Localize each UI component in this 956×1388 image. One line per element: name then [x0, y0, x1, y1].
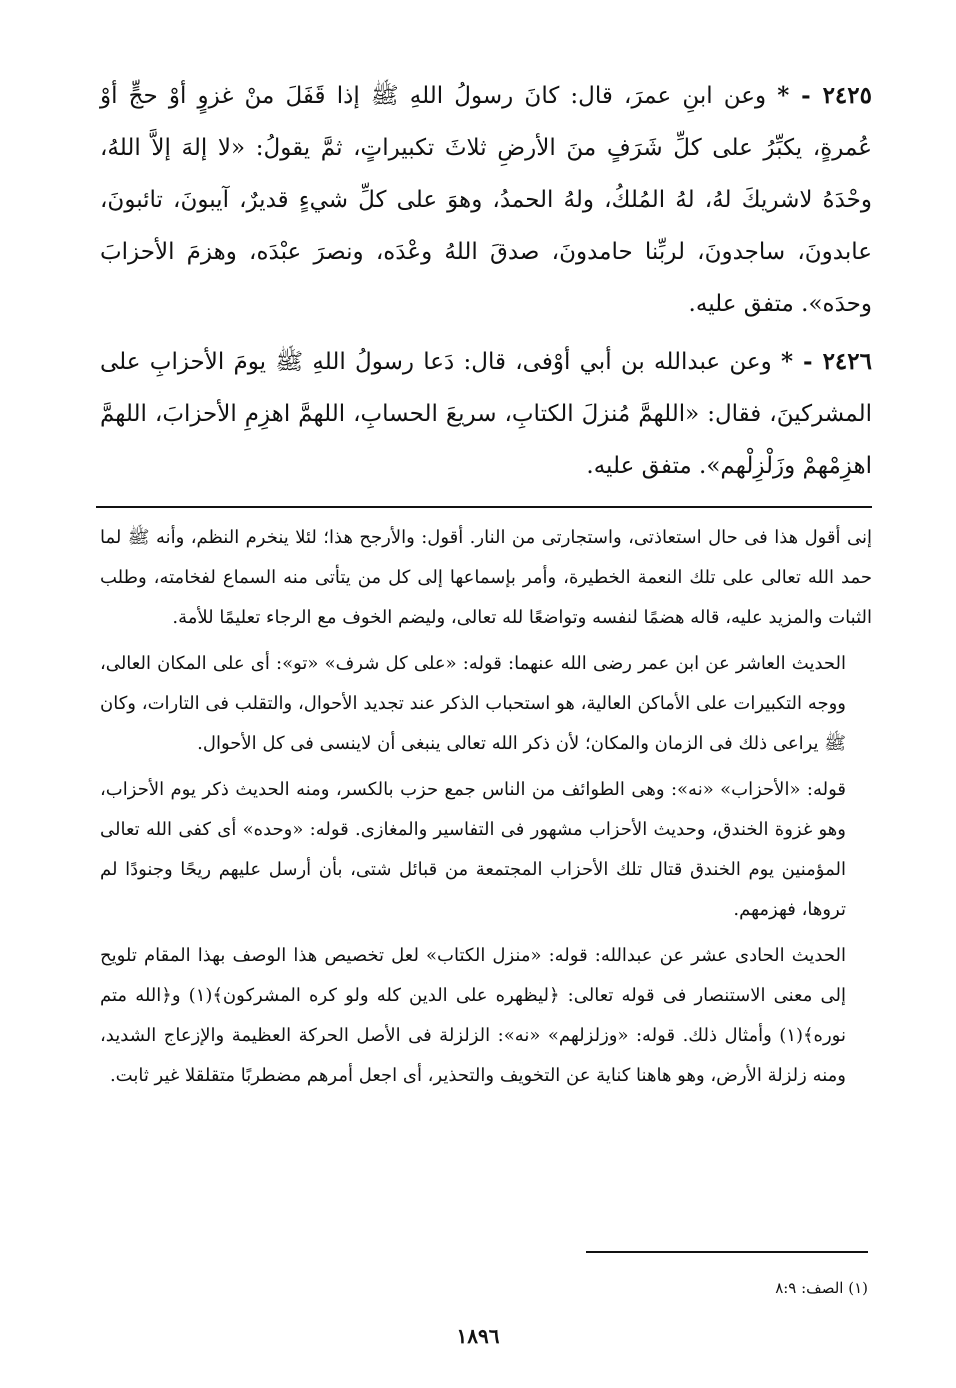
hadith-text: وعن عبدالله بن أبي أوْفى، قال: دَعا رسولُ اللهِ ﷺ يومَ الأحزابِ على المشركينَ، فقال: «اللهمَّ مُنزلَ الكتابِ، سريعَ الحسابِ، اللهمَّ اهزِمِ الأحزابَ، اللهمَّ اهزِمْهمْ وزَلْزِلْهم». متفق عليه. — [100, 349, 872, 479]
main-text — [100, 70, 872, 498]
commentary — [100, 518, 872, 1102]
section-divider — [96, 506, 872, 508]
hadith-text: وعن ابنِ عمرَ، قال: كانَ رسولُ اللهِ ﷺ إذا قَفَلَ منْ غزوٍ أوْ حجٍّ أوْ عُمرةٍ، يكبِّرُ على كلِّ شَرَفٍ منَ الأرضِ ثلاثَ تكبيراتٍ، ثمَّ يقولُ: «لا إلهَ إلاَّ اللهُ، وحْدَهُ لاشريكَ لهُ، لهُ المُلكُ، ولهُ الحمدُ، وهوَ على كلِّ شيءٍ قديرٌ، آيبونَ، تائبونَ، عابدونَ، ساجدونَ، لربِّنا حامدونَ، صدقَ اللهُ وعْدَه، ونصرَ عبْدَه، وهزمَ الأحزابَ وحدَه». متفق عليه. — [100, 83, 872, 317]
commentary-paragraph: الحديث الحادى عشر عن عبدالله: قوله: «منزل الكتاب» لعل تخصيص هذا الوصف بهذا المقام تلويح إلى معنى الاستنصار فى قوله تعالى: ﴿ليظهره على الدين كله ولو كره المشركون﴾(١) و﴿الله متم نوره﴾(١) وأمثال ذلك. قوله: «وزلزلهم» «نه»: الزلزلة فى الأصل الحركة العظيمة والإزعاج الشديد، ومنه زلزلة الأرض، وهو هاهنا كناية عن التخويف والتحذير، أى اجعل أمرهم مضطربًا متقلقلا غير ثابت. — [100, 945, 846, 1086]
commentary-paragraph: إنى أقول هذا فى حال استعاذتى، واستجارتى من النار. أقول: والأرجح هذا؛ لئلا ينخرم النظم، وأنه ﷺ لما حمد الله تعالى على تلك النعمة الخطيرة، وأمر بإسماعها إلى كل من يتأتى منه السماع لفخامته، وطلب الثبات والمزيد عليه، قاله هضمًا لنفسه وتواضعًا لله تعالى، وليضم الخوف مع الرجاء تعليمًا للأمة. — [100, 527, 872, 628]
hadith-number: ٢٤٢٥ - * — [777, 82, 872, 109]
page-number: ١٨٩٦ — [456, 1324, 500, 1348]
footnote: (١) الصف: ٨:٩ — [775, 1279, 868, 1297]
hadith-2425 — [100, 70, 872, 330]
hadith-number: ٢٤٢٦ - * — [781, 348, 872, 375]
commentary-paragraph: الحديث العاشر عن ابن عمر رضى الله عنهما: قوله: «على كل شرف» «تو»: أى على المكان العالى، ووجه التكبيرات على الأماكن العالية، هو استحباب الذكر عند تجديد الأحوال، والتقلب فى التارات، وكان ﷺ يراعى ذلك فى الزمان والمكان؛ لأن ذكر الله تعالى ينبغى أن لاينسى فى كل الأحوال. — [100, 653, 846, 754]
commentary-paragraph: قوله: «الأحزاب» «نه»: وهى الطوائف من الناس جمع حزب بالكسر، ومنه الحديث ذكر يوم الأحزاب، وهو غزوة الخندق، وحديث الأحزاب مشهور فى التفاسير والمغازى. قوله: «وحده» أى كفى الله تعالى المؤمنين يوم الخندق قتال تلك الأحزاب المجتمعة من قبائل شتى، بأن أرسل عليهم ريحًا وجنودًا لم تروها، فهزمهم. — [100, 779, 847, 920]
hadith-2426 — [100, 336, 872, 492]
footnote-divider — [586, 1251, 868, 1253]
